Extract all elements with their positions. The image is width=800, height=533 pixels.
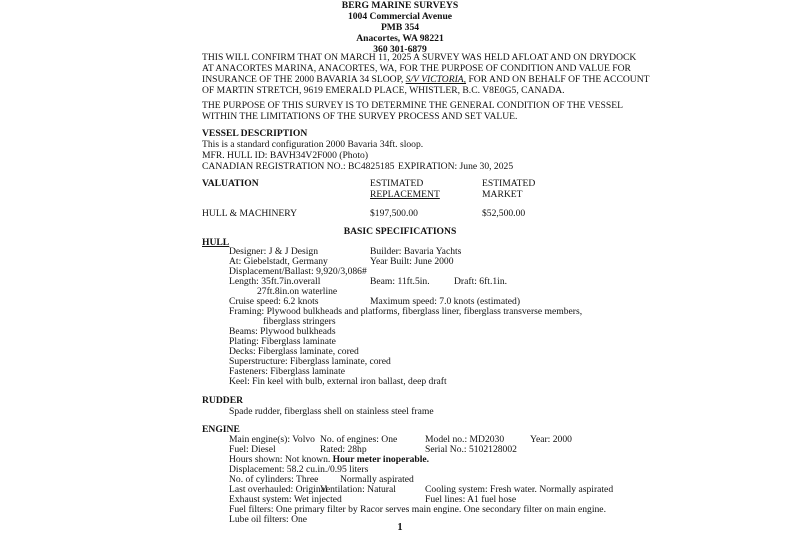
engine-ventilation: Ventilation: Natural <box>320 484 396 495</box>
intro-line-4: OF MARTIN STRETCH, 9619 EMERALD PLACE, WHISTLER, B.C. V8E0G5, CANADA. <box>202 85 565 96</box>
replacement-header-1: ESTIMATED <box>370 178 424 189</box>
valuation-row-label: HULL & MACHINERY <box>202 208 298 219</box>
hull-id: MFR. HULL ID: BAVH34V2F000 (Photo) <box>202 150 369 161</box>
hull-heading: HULL <box>202 237 230 248</box>
hull-cruise-speed: Cruise speed: 6.2 knots <box>229 296 319 307</box>
intro-line-3 <box>202 74 650 85</box>
purpose-line-2: WITHIN THE LIMITATIONS OF THE SURVEY PROCESS AND SET VALUE. <box>202 111 518 122</box>
hull-builder: Builder: Bavaria Yachts <box>370 246 462 257</box>
engine-heading: ENGINE <box>202 424 240 435</box>
engine-exhaust: Exhaust system: Wet injected <box>229 494 342 505</box>
hull-framing-2: fiberglass stringers <box>263 316 336 327</box>
engine-count: No. of engines: One <box>320 434 398 445</box>
company-name: BERG MARINE SURVEYS <box>341 0 459 11</box>
hull-superstructure: Superstructure: Fiberglass laminate, cored <box>229 356 391 367</box>
company-address-2: PMB 354 <box>380 22 420 33</box>
engine-displacement: Displacement: 58.2 cu.in./0.95 liters <box>229 464 369 475</box>
market-header-1: ESTIMATED <box>482 178 536 189</box>
replacement-value: $197,500.00 <box>370 208 418 219</box>
intro-line-3-pre: INSURANCE OF THE 2000 BAVARIA 34 SLOOP, <box>202 74 406 85</box>
engine-hours-note: Hour meter inoperable. <box>332 454 430 465</box>
company-city: Anacortes, WA 98221 <box>356 33 444 44</box>
page-number: 1 <box>397 522 403 533</box>
hull-keel: Keel: Fin keel with bulb, external iron ballast, deep draft <box>229 376 447 387</box>
engine-cylinders: No. of cylinders: Three <box>229 474 319 485</box>
basic-specs-heading: BASIC SPECIFICATIONS <box>343 226 457 237</box>
engine-main: Main engine(s): Volvo <box>229 434 315 445</box>
market-value: $52,500.00 <box>482 208 526 219</box>
engine-model: Model no.: MD2030 <box>425 434 505 445</box>
engine-cooling: Cooling system: Fresh water. Normally aspirated <box>425 484 614 495</box>
engine-lube-filters: Lube oil filters: One <box>229 514 308 525</box>
purpose-line-1: THE PURPOSE OF THIS SURVEY IS TO DETERMINE THE GENERAL CONDITION OF THE VESSEL <box>202 100 623 111</box>
company-address-1: 1004 Commercial Avenue <box>347 11 453 22</box>
registration: CANADIAN REGISTRATION NO.: BC4825185 <box>202 161 395 172</box>
hull-beams: Beams: Plywood bulkheads <box>229 326 336 337</box>
expiration: EXPIRATION: June 30, 2025 <box>398 161 514 172</box>
engine-serial: Serial No.: 5102128002 <box>425 444 517 455</box>
engine-rated: Rated: 28hp <box>320 444 367 455</box>
hull-fasteners: Fasteners: Fiberglass laminate <box>229 366 345 377</box>
hull-draft: Draft: 6ft.1in. <box>454 276 508 287</box>
hull-displacement: Displacement/Ballast: 9,920/3,086# <box>229 266 367 277</box>
hull-length: Length: 35ft.7in.overall <box>229 276 321 287</box>
hull-beam: Beam: 11ft.5in. <box>370 276 430 287</box>
hull-decks: Decks: Fiberglass laminate, cored <box>229 346 359 357</box>
vessel-config: This is a standard configuration 2000 Bavaria 34ft. sloop. <box>202 139 424 150</box>
engine-fuel: Fuel: Diesel <box>229 444 276 455</box>
intro-line-3-post: FOR AND ON BEHALF OF THE ACCOUNT <box>466 74 650 85</box>
hull-max-speed: Maximum speed: 7.0 knots (estimated) <box>370 296 521 307</box>
company-phone: 360 301-6879 <box>373 44 427 55</box>
engine-hours-pre: Hours shown: Not known. <box>229 454 333 465</box>
rudder-text: Spade rudder, fiberglass shell on stainless steel frame <box>229 406 434 417</box>
engine-year: Year: 2000 <box>530 434 572 445</box>
vessel-description-heading: VESSEL DESCRIPTION <box>202 128 308 139</box>
rudder-heading: RUDDER <box>202 395 244 406</box>
engine-fuel-lines: Fuel lines: A1 fuel hose <box>425 494 517 505</box>
vessel-name: S/V VICTORIA, <box>405 74 467 85</box>
market-header-2: MARKET <box>482 189 523 200</box>
engine-overhauled: Last overhauled: Original <box>229 484 328 495</box>
engine-aspirated: Normally aspirated <box>340 474 414 485</box>
hull-waterline: 27ft.8in.on waterline <box>257 286 338 297</box>
hull-at: At: Giebelstadt, Germany <box>229 256 328 267</box>
hull-plating: Plating: Fiberglass laminate <box>229 336 336 347</box>
hull-framing-1: Framing: Plywood bulkheads and platforms, fiberglass liner, fiberglass transverse members, <box>229 306 583 317</box>
valuation-heading: VALUATION <box>202 178 259 189</box>
replacement-header-2: REPLACEMENT <box>370 189 440 200</box>
intro-line-1: THIS WILL CONFIRM THAT ON MARCH 11, 2025 A SURVEY WAS HELD AFLOAT AND ON DRYDOCK <box>202 52 637 63</box>
engine-fuel-filters: Fuel filters: One primary filter by Racor serves main engine. One secondary filter on main engine. <box>229 504 606 515</box>
hull-designer: Designer: J & J Design <box>229 246 318 257</box>
hull-year-built: Year Built: June 2000 <box>370 256 454 267</box>
intro-line-2: AT ANACORTES MARINA, ANACORTES, WA, FOR THE PURPOSE OF CONDITION AND VALUE FOR <box>202 63 631 74</box>
